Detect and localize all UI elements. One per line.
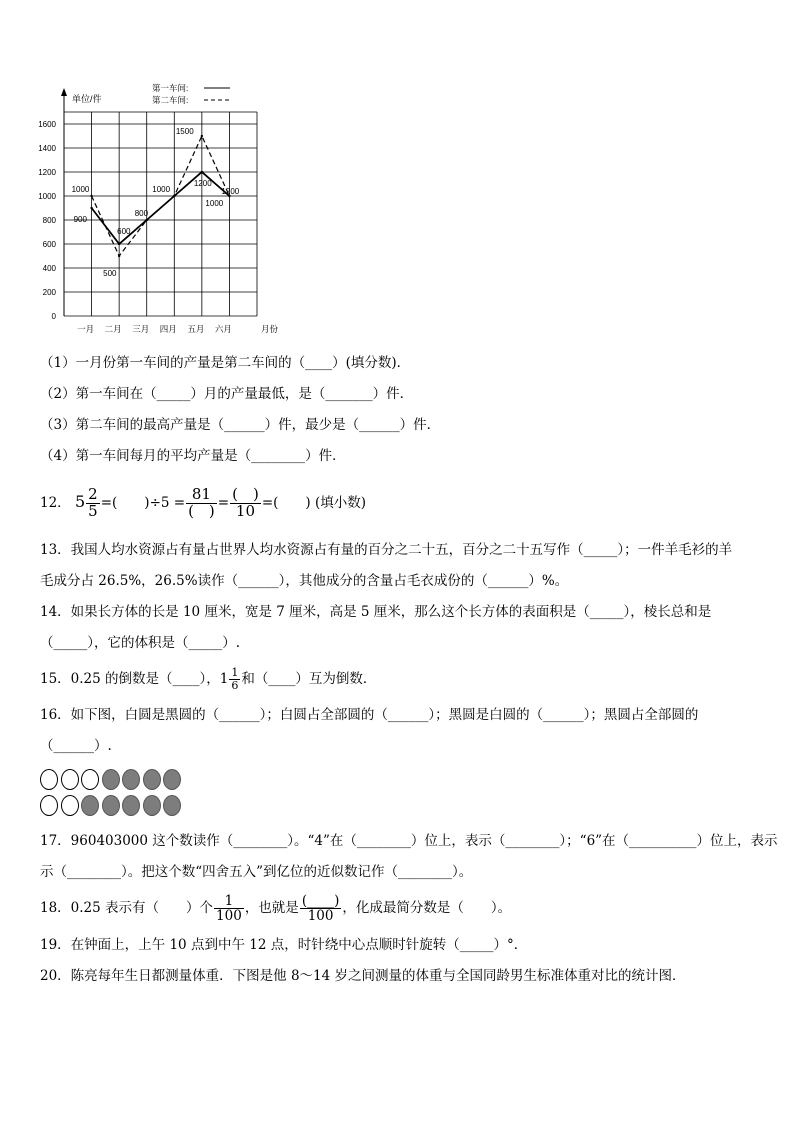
q12-tail: =( ) (填小数) (261, 495, 366, 511)
data-label: 1200 (221, 187, 240, 196)
q14-line1: 14．如果长方体的长是 10 厘米，宽是 7 厘米，高是 5 厘米，那么这个长方体的表面积是（_____），棱长总和是 (40, 604, 712, 620)
black-circle (163, 769, 181, 790)
series-2-point (173, 195, 175, 197)
black-circle (81, 795, 99, 816)
data-label: 500 (103, 269, 117, 278)
q12-number: 12． (40, 495, 71, 511)
white-circle (40, 769, 58, 790)
y-tick-label: 1600 (38, 120, 56, 129)
q20: 20．陈亮每年生日都测量体重．下图是他 8～14 岁之间测量的体重与全国同龄男生标准体重对比的统计图． (40, 968, 686, 984)
q18-f2-num: (____) (301, 892, 340, 909)
series-1-point (118, 243, 120, 245)
data-label: 900 (73, 215, 87, 224)
black-circle (102, 795, 120, 816)
y-tick-label: 400 (42, 264, 56, 273)
q18 (40, 888, 511, 928)
q15-f-den: 6 (231, 679, 239, 692)
legend-label: 第二车间: (152, 95, 189, 105)
y-tick-label: 1400 (38, 144, 56, 153)
black-circle (102, 769, 120, 790)
series-2-point (90, 195, 92, 197)
y-tick-label: 1000 (38, 192, 56, 201)
x-tick-label: 四月 (159, 324, 177, 334)
q15-f-num: 1 (231, 666, 239, 680)
q14-line2: （_____），它的体积是（_____）. (40, 635, 241, 651)
black-circle (122, 795, 140, 816)
q15-text-b: 和（____）互为倒数． (241, 671, 377, 687)
circle-row-2 (40, 795, 184, 816)
q11-part1: （1）一月份第一车间的产量是第二车间的（____）(填分数)． (40, 355, 411, 371)
q12-f2-den: ( ) (188, 502, 215, 520)
q11-part4: （4）第一车间每月的平均产量是（________）件． (40, 448, 346, 464)
q16-line2: （______）. (40, 738, 112, 754)
q11-part3: （3）第二车间的最高产量是（______）件，最少是（______）件． (40, 417, 441, 433)
q18-fraction-1 (214, 894, 244, 923)
data-label: 800 (134, 209, 149, 218)
white-circle (40, 795, 58, 816)
q12-mid: =( )÷5 = (100, 495, 186, 511)
q17-line2: 示（________）。把这个数“四舍五入”到亿位的近似数记作（________）。 (40, 864, 473, 880)
production-line-chart (30, 78, 290, 340)
y-tick-label: 200 (42, 288, 56, 297)
q12-f3-den: 10 (235, 502, 256, 520)
black-circle (143, 795, 161, 816)
series-2-point (118, 255, 120, 257)
data-label: 1500 (175, 127, 194, 136)
q16-line1: 16．如下图，白圆是黑圆的（______）；白圆占全部圆的（______）；黑圆是白圆的（______）；黑圆占全部圆的 (40, 707, 699, 723)
q17-line1: 17．960403000 这个数读作（________）。“4”在（________）位上，表示（________）；“6”在（__________）位上，表示 (40, 833, 778, 849)
white-circle (61, 795, 79, 816)
q15 (40, 662, 376, 696)
q12-fraction-2 (186, 487, 217, 520)
q18-f1-num: 1 (214, 894, 244, 909)
legend-label: 第一车间: (152, 83, 189, 93)
q12-whole: 5 (74, 492, 86, 511)
q12-fraction-3 (230, 487, 261, 520)
chart-svg (30, 78, 290, 340)
q12 (40, 480, 366, 525)
x-axis-label: 月份 (261, 324, 279, 334)
data-label: 600 (117, 227, 131, 236)
series-1-point (201, 171, 203, 173)
y-tick-label: 800 (42, 216, 56, 225)
white-circle (61, 769, 79, 790)
x-tick-label: 六月 (214, 324, 232, 334)
q12-f3-num: ( ) (232, 485, 259, 504)
q18-text-a: 18．0.25 表示有（ ）个 (40, 900, 214, 916)
series-2-point (201, 135, 203, 137)
white-circle (81, 769, 99, 790)
series-1-point (90, 207, 92, 209)
data-label: 1000 (152, 185, 171, 194)
x-tick-label: 三月 (132, 324, 150, 334)
q18-fraction-2 (300, 894, 342, 923)
y-tick-label: 0 (51, 312, 56, 321)
q12-fraction-1 (86, 487, 100, 520)
black-circle (122, 769, 140, 790)
y-tick-label: 1200 (38, 168, 56, 177)
circle-row-1 (40, 769, 184, 790)
q13-line2: 毛成分占 26.5%，26.5%读作（______），其他成分的含量占毛衣成份的（______）%。 (40, 573, 569, 589)
q18-f2-den: 100 (307, 908, 334, 924)
q15-fraction (229, 667, 240, 691)
q18-f1-den: 100 (216, 908, 242, 924)
y-axis-arrow (61, 88, 67, 96)
data-label: 1200 (193, 179, 212, 188)
x-tick-label: 五月 (187, 324, 205, 334)
q15-text-a: 15．0.25 的倒数是（____），1 (40, 671, 229, 687)
y-tick-label: 600 (42, 240, 56, 249)
q18-text-b: ，也就是 (244, 900, 299, 916)
q19: 19．在钟面上，上午 10 点到中午 12 点，时针绕中心点顺时针旋转（_____）°． (40, 937, 528, 953)
q11-part2: （2）第一车间在（_____）月的产量最低，是（_______）件． (40, 386, 414, 402)
y-axis-label: 单位/件 (72, 94, 102, 104)
q13-line1: 13．我国人均水资源占有量占世界人均水资源占有量的百分之二十五，百分之二十五写作（_____）；一件羊毛衫的羊 (40, 542, 733, 558)
x-tick-label: 二月 (104, 324, 122, 334)
q12-f1-num: 2 (88, 485, 98, 504)
q12-f2-num: 81 (186, 487, 217, 504)
x-tick-label: 一月 (77, 324, 95, 334)
data-label: 1000 (71, 185, 90, 194)
black-circle (143, 769, 161, 790)
q12-eq: = (217, 495, 230, 511)
data-label: 1000 (205, 199, 224, 208)
series-2-point (146, 219, 148, 221)
black-circle (163, 795, 181, 816)
q18-text-c: ，化成最简分数是（ ）。 (342, 900, 512, 916)
q12-f1-den: 5 (88, 502, 98, 520)
